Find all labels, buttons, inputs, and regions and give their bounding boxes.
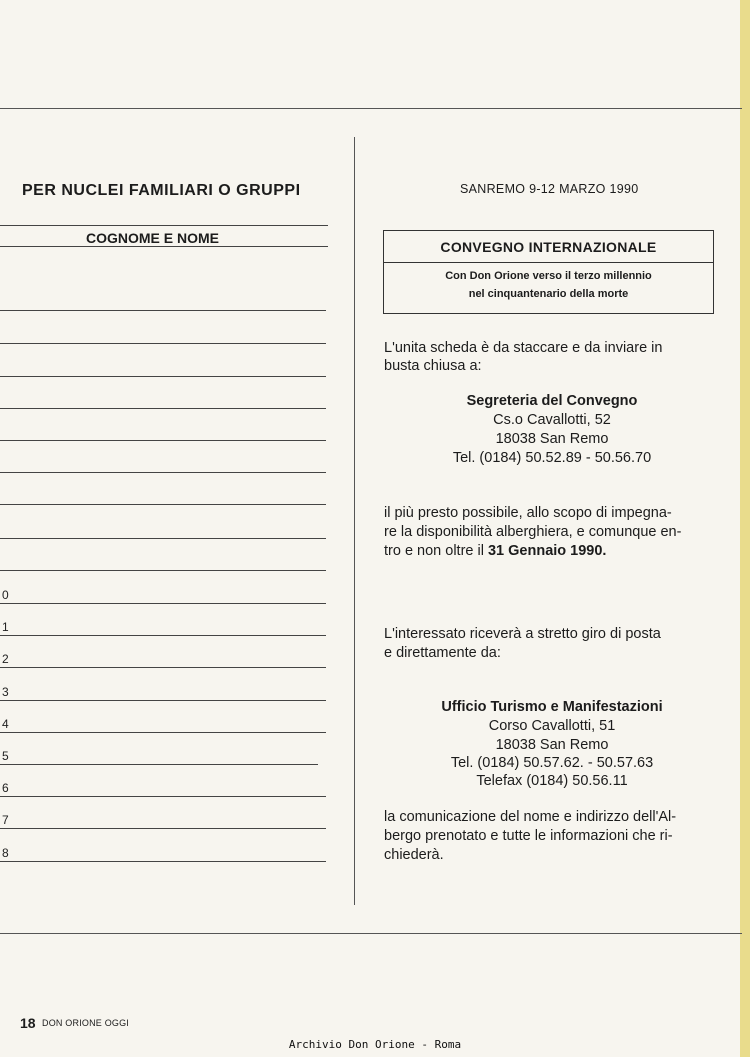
entry-line[interactable] xyxy=(0,764,318,765)
response-line2: e direttamente da: xyxy=(384,645,501,661)
closing-line1: la comunicazione del nome e indirizzo dell'Al- xyxy=(384,809,677,825)
entry-line[interactable] xyxy=(0,343,326,344)
entry-line[interactable] xyxy=(0,635,326,636)
entry-line[interactable] xyxy=(0,732,326,733)
address2-city: 18038 San Remo xyxy=(495,737,609,753)
page-edge-strip xyxy=(740,0,750,1057)
deadline-date: 31 Gennaio 1990. xyxy=(487,543,607,559)
row-number: 6 xyxy=(2,781,9,795)
entry-line[interactable] xyxy=(0,440,326,441)
row-number: 2 xyxy=(2,652,9,666)
intro-line1: L'unita scheda è da staccare e da inviare in xyxy=(384,340,663,356)
header-rule xyxy=(0,246,328,247)
intro-line2: busta chiusa a: xyxy=(384,358,482,374)
address2-fax: Telefax (0184) 50.56.11 xyxy=(476,773,628,789)
deadline-line1: il più presto possibile, allo scopo di impegna- xyxy=(384,505,672,521)
entry-line[interactable] xyxy=(0,796,326,797)
address1-phone: Tel. (0184) 50.52.89 - 50.56.70 xyxy=(452,450,652,466)
row-number: 7 xyxy=(2,813,9,827)
entry-line[interactable] xyxy=(0,310,326,311)
entry-line[interactable] xyxy=(0,376,326,377)
page-number: 18 xyxy=(20,1015,36,1031)
entry-line[interactable] xyxy=(0,603,326,604)
entry-line[interactable] xyxy=(0,828,326,829)
address2-street: Corso Cavallotti, 51 xyxy=(488,718,616,734)
row-number: 0 xyxy=(2,588,9,602)
deadline-line3 xyxy=(384,541,720,561)
row-number: 5 xyxy=(2,749,9,763)
deadline-prefix: tro e non oltre il xyxy=(384,543,488,559)
entry-line[interactable] xyxy=(0,408,326,409)
convention-title: CONVEGNO INTERNAZIONALE xyxy=(440,239,657,255)
closing-line3: chiederà. xyxy=(384,847,444,863)
row-number: 1 xyxy=(2,620,9,634)
magazine-name: DON ORIONE OGGI xyxy=(42,1018,130,1028)
address2-name: Ufficio Turismo e Manifestazioni xyxy=(441,699,663,715)
row-number: 8 xyxy=(2,846,9,860)
row-number: 3 xyxy=(2,685,9,699)
table-top-rule xyxy=(0,225,328,226)
response-line1: L'interessato riceverà a stretto giro di posta xyxy=(384,626,661,642)
column-divider xyxy=(354,137,355,905)
convention-subtitle-line1: Con Don Orione verso il terzo millennio xyxy=(445,270,652,282)
row-number: 4 xyxy=(2,717,9,731)
bottom-rule xyxy=(0,933,742,934)
entry-line[interactable] xyxy=(0,861,326,862)
address2-phone: Tel. (0184) 50.57.62. - 50.57.63 xyxy=(450,755,654,771)
entry-line[interactable] xyxy=(0,538,326,539)
convention-box xyxy=(383,230,714,314)
address1-city: 18038 San Remo xyxy=(495,431,609,447)
entry-line[interactable] xyxy=(0,504,326,505)
convention-subtitle-line2: nel cinquantenario della morte xyxy=(468,288,629,300)
top-rule xyxy=(0,108,742,109)
event-date: SANREMO 9-12 MARZO 1990 xyxy=(460,182,639,196)
closing-line2: bergo prenotato e tutte le informazioni che ri- xyxy=(384,828,673,844)
entry-line[interactable] xyxy=(0,472,326,473)
archive-credit: Archivio Don Orione - Roma xyxy=(288,1038,462,1051)
address1-name: Segreteria del Convegno xyxy=(466,393,638,409)
group-form-title: PER NUCLEI FAMILIARI O GRUPPI xyxy=(22,182,301,199)
entry-line[interactable] xyxy=(0,700,326,701)
entry-line[interactable] xyxy=(0,570,326,571)
deadline-line2: re la disponibilità alberghiera, e comunque en- xyxy=(384,524,682,540)
convention-box-divider xyxy=(384,262,713,263)
address1-street: Cs.o Cavallotti, 52 xyxy=(493,412,611,428)
entry-line[interactable] xyxy=(0,667,326,668)
column-header-name: COGNOME E NOME xyxy=(86,230,220,246)
